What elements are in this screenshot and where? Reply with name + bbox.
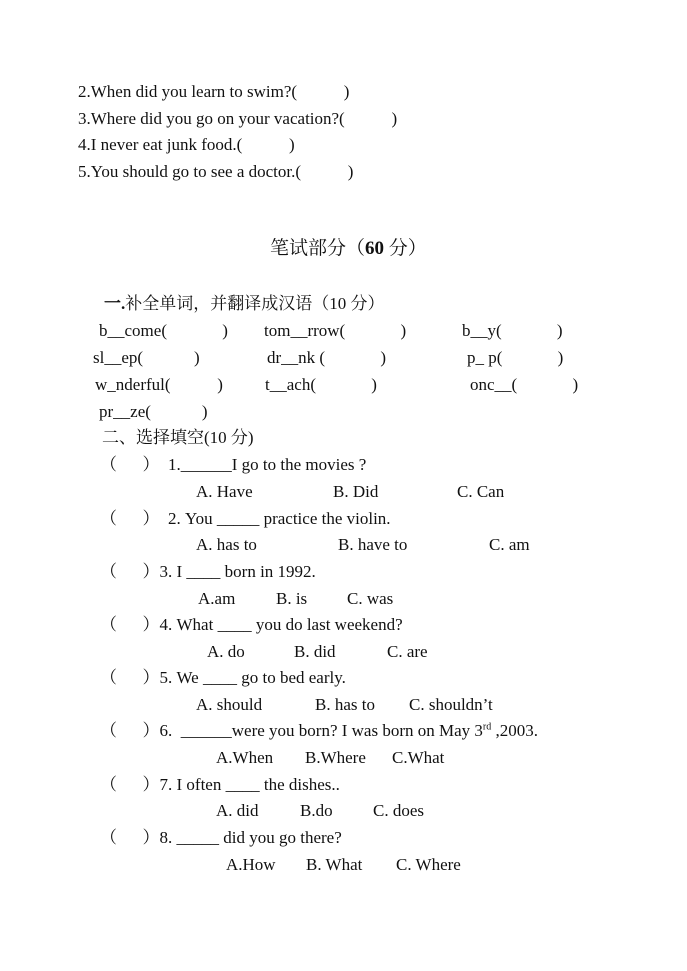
mc-question-4: （ ）4. What ____ you do last weekend? [100, 615, 403, 634]
option-c: C. are [387, 642, 428, 661]
question-3: 3.Where did you go on your vacation?( ) [78, 109, 398, 128]
option-b: B. has to [315, 695, 375, 714]
ordinal-suffix: rd [482, 721, 492, 733]
heading-tail: 分） [384, 238, 427, 259]
option-b: B.Where [305, 748, 366, 767]
option-a: A.How [226, 855, 276, 874]
option-a: A. did [216, 801, 259, 820]
option-c: C. was [347, 589, 394, 608]
option-c: C. Where [396, 855, 461, 874]
mc-question-3: （ ）3. I ____ born in 1992. [100, 562, 316, 581]
option-c: C. shouldn’t [409, 695, 493, 714]
option-a: A. do [207, 642, 245, 661]
mc-question-7: （ ）7. I often ____ the dishes.. [100, 775, 340, 794]
heading-text: 笔试部分（ [270, 238, 366, 259]
word-item: w_nderful( ) [95, 375, 223, 394]
word-item: dr__nk ( ) [267, 348, 386, 367]
word-item: onc__( ) [470, 375, 579, 394]
option-a: A.am [198, 589, 236, 608]
option-a: A. Have [196, 482, 253, 501]
question-4: 4.I never eat junk food.( ) [78, 135, 295, 154]
question-6-text: （ ）6. ______were you born? I was born on May 3 [100, 721, 483, 740]
heading-score: 60 [365, 238, 385, 259]
word-item: b__y( ) [462, 321, 563, 340]
option-c: C. does [373, 801, 424, 820]
option-b: B. have to [338, 535, 408, 554]
written-section-heading [270, 237, 427, 261]
option-a: A. should [196, 695, 263, 714]
question-6-year: ,2003. [491, 721, 539, 740]
section1-number: 一. [104, 294, 126, 313]
mc-question-6 [100, 720, 538, 742]
word-item: b__come( ) [99, 321, 228, 340]
section1-title [104, 293, 385, 315]
option-c: C. am [489, 535, 530, 554]
option-c: C. Can [457, 482, 505, 501]
option-a: A.When [216, 748, 274, 767]
word-item: pr__ze( ) [99, 402, 208, 421]
section1-title-text: 补全单词，并翻译成汉语（10 分） [125, 294, 385, 313]
option-b: B. is [276, 589, 308, 608]
question-5: 5.You should go to see a doctor.( ) [78, 162, 354, 181]
mc-question-1: （ ） 1.______I go to the movies ? [100, 455, 367, 474]
option-b: B. did [294, 642, 336, 661]
word-item: t__ach( ) [265, 375, 377, 394]
word-item: p_ p( ) [467, 348, 564, 367]
word-item: sl__ep( ) [93, 348, 200, 367]
question-2: 2.When did you learn to swim?( ) [78, 82, 350, 101]
option-b: B.do [300, 801, 333, 820]
option-b: B. What [306, 855, 363, 874]
mc-question-8: （ ）8. _____ did you go there? [100, 828, 342, 847]
option-c: C.What [392, 748, 445, 767]
section2-title: 二、选择填空(10 分) [102, 428, 254, 447]
option-b: B. Did [333, 482, 379, 501]
mc-question-5: （ ）5. We ____ go to bed early. [100, 668, 346, 687]
mc-question-2: （ ） 2. You _____ practice the violin. [100, 509, 391, 528]
option-a: A. has to [196, 535, 257, 554]
word-item: tom__rrow( ) [264, 321, 407, 340]
